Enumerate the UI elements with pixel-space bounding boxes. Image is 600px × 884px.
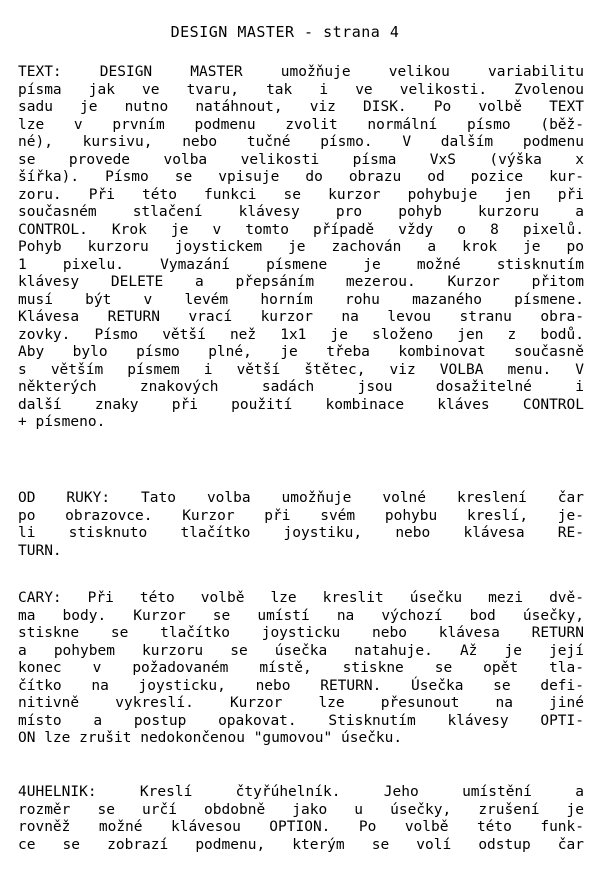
text-line: ce se zobrazí podmenu, kterým se volí odstup čar <box>18 836 584 853</box>
text-line: Aby bylo písmo plné, je třeba kombinovat současně <box>18 344 584 360</box>
text-line: šířka). Písmo se vpisuje do obrazu od pozice kur- <box>18 169 584 185</box>
text-line: klávesy DELETE a přepsáním mezerou. Kurzor přitom <box>18 274 584 290</box>
text-line: OD RUKY: Tato volba umožňuje volné kreslení čar <box>18 490 584 506</box>
text-line: + písmeno. <box>18 414 106 430</box>
text-line: po obrazovce. Kurzor při svém pohybu kreslí, je- <box>18 507 584 524</box>
text-line: Pohyb kurzoru joystickem je zachován a krok je po <box>18 239 584 255</box>
section-ctyruhelnik <box>18 784 584 854</box>
text-line: TURN. <box>18 542 62 559</box>
text-line: CONTROL. Krok je v tomto případě vždy o 8 pixelů. <box>18 221 584 238</box>
text-line: 4UHELNIK: Kreslí čtyřúhelník. Jeho umístění a <box>18 784 584 800</box>
text-line: musí být v levém horním rohu mazaného písmene. <box>18 291 584 308</box>
text-line: li stisknuto tlačítko joystiku, nebo klávesa RE- <box>18 525 584 541</box>
text-line: a pohybem kurzoru se úsečka natahuje. Až je její <box>18 642 584 659</box>
text-line: ma body. Kurzor se umístí na výchozí bod úsečky, <box>18 607 584 624</box>
text-line: písma jak ve tvaru, tak i ve velikosti. Zvolenou <box>18 81 584 98</box>
text-line: s větším písmem i větší štětec, viz VOLBA menu. V <box>18 361 584 378</box>
text-line: čítko na joysticku, nebo RETURN. Úsečka se defi- <box>18 677 584 694</box>
text-line: konec v požadovaném místě, stiskne se opět tla- <box>18 660 584 676</box>
text-line: lze v prvním podmenu zvolit normální písmo (běž- <box>18 116 584 133</box>
text-line: zovky. Písmo větší než 1x1 je složeno jen z bodů. <box>18 326 584 343</box>
text-line: místo a postup opakovat. Stisknutím klávesy OPTI- <box>18 712 584 729</box>
text-line: CARY: Při této volbě lze kreslit úsečku mezi dvě- <box>18 590 584 606</box>
text-line: rovněž možné klávesou OPTION. Po volbě této funk- <box>18 819 584 835</box>
text-line: se provede volba velikosti písma VxS (výška x <box>18 151 584 168</box>
section-text <box>18 64 584 432</box>
text-line: TEXT: DESIGN MASTER umožňuje velikou variabilitu <box>18 64 584 80</box>
text-line: zoru. Při této funkci se kurzor pohybuje jen při <box>18 186 584 203</box>
text-line: některých znakových sadách jsou dosažitelné i <box>18 379 584 395</box>
text-line: další znaky při použití kombinace kláves CONTROL <box>18 396 584 413</box>
text-line: né), kursivu, nebo tučné písmo. V dalším podmenu <box>18 134 584 150</box>
text-line: rozměr se určí obdobně jako u úsečky, zrušení je <box>18 801 584 818</box>
text-line: sadu je nutno natáhnout, viz DISK. Po volbě TEXT <box>18 99 584 115</box>
text-line: Klávesa RETURN vrací kurzor na levou stranu obra- <box>18 309 584 325</box>
page-title: DESIGN MASTER - strana 4 <box>170 23 400 41</box>
text-line: nitivně vykreslí. Kurzor lze přesunout na jiné <box>18 695 584 711</box>
text-line: současném stlačení klávesy pro pohyb kurzoru a <box>18 204 584 220</box>
text-line: 1 pixelu. Vymazání písmene je možné stisknutím <box>18 256 584 273</box>
text-line: stiskne se tlačítko joysticku nebo klávesa RETURN <box>18 625 584 641</box>
section-od-ruky <box>18 490 584 560</box>
text-line: ON lze zrušit nedokončenou "gumovou" úsečku. <box>18 730 403 746</box>
section-cary <box>18 590 584 748</box>
